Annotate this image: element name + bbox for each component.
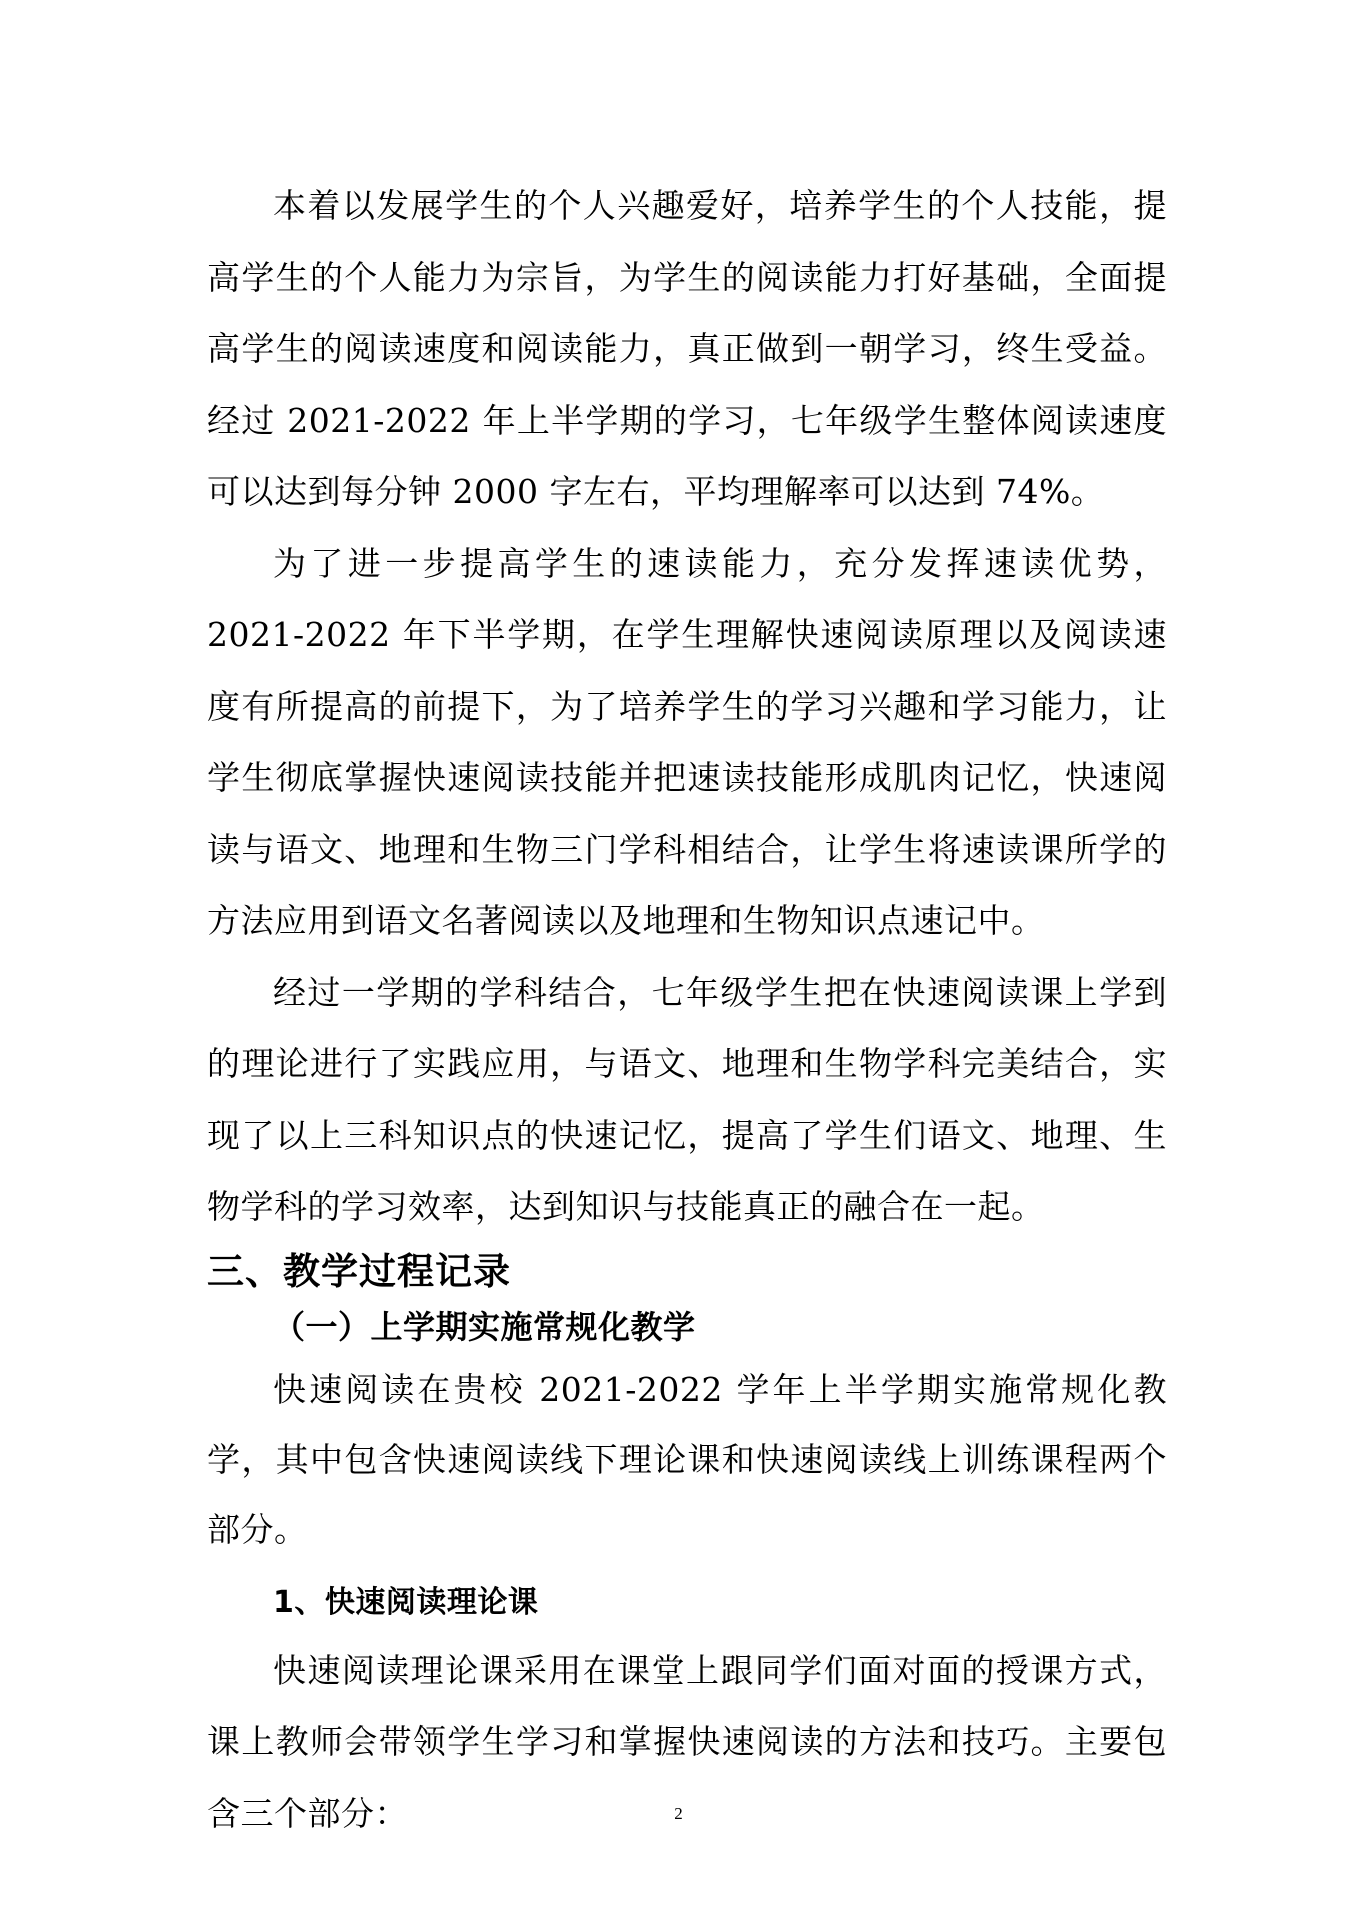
body-paragraph-theory-course: 快速阅读理论课采用在课堂上跟同学们面对面的授课方式，课上教师会带领学生学习和掌握快速阅读的方法和技巧。主要包含三个部分：	[207, 1650, 1167, 1833]
section-heading: 三、教学过程记录	[207, 1249, 511, 1293]
item-heading: 1、快速阅读理论课	[273, 1584, 539, 1620]
page-content	[207, 170, 1167, 1849]
body-paragraph-routine-teaching: 快速阅读在贵校 2021-2022 学年上半学期实施常规化教学，其中包含快速阅读线下理论课和快速阅读线上训练课程两个部分。	[207, 1369, 1167, 1549]
body-paragraph-purpose: 本着以发展学生的个人兴趣爱好，培养学生的个人技能，提高学生的个人能力为宗旨，为学生的阅读能力打好基础，全面提高学生的阅读速度和阅读能力，真正做到一朝学习，终生受益。经过 2021-2022 年上半学期的学习，七年级学生整体阅读速度可以达到每分钟 2000 字左右，平均理解率可以达到 74%。	[207, 186, 1167, 511]
body-paragraph-second-semester: 为了进一步提高学生的速读能力，充分发挥速读优势，2021-2022 年下半学期，在学生理解快速阅读原理以及阅读速度有所提高的前提下，为了培养学生的学习兴趣和学习能力，让学生彻底掌握快速阅读技能并把速读技能形成肌肉记忆，快速阅读与语文、地理和生物三门学科相结合，让学生将速读课所学的方法应用到语文名著阅读以及地理和生物知识点速记中。	[207, 543, 1167, 940]
page-number: 2	[674, 1804, 683, 1823]
subsection-heading: （一）上学期实施常规化教学	[273, 1307, 696, 1346]
body-paragraph-results: 经过一学期的学科结合，七年级学生把在快速阅读课上学到的理论进行了实践应用，与语文、地理和生物学科完美结合，实现了以上三科知识点的快速记忆，提高了学生们语文、地理、生物学科的学习效率，达到知识与技能真正的融合在一起。	[207, 972, 1167, 1226]
